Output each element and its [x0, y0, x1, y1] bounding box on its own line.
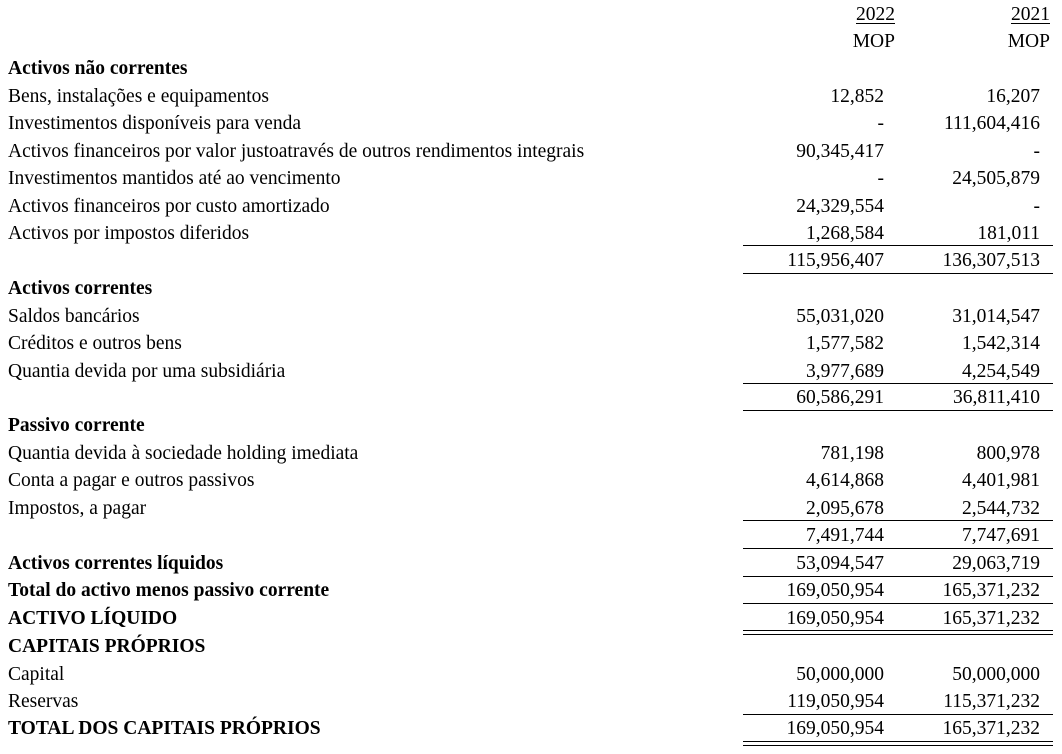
year-2021-label: 2021	[1011, 4, 1050, 25]
value-2021: 165,371,232	[942, 718, 1040, 739]
subtotal-2022: 7,491,744	[806, 525, 884, 546]
net-current-assets-row	[0, 550, 1062, 578]
net-assets-row	[0, 605, 1062, 633]
value-2022: 781,198	[820, 442, 884, 464]
divider	[743, 410, 1053, 411]
value-2021: 2,544,732	[962, 497, 1040, 519]
section-title: CAPITAIS PRÓPRIOS	[8, 636, 206, 657]
value-2022: 53,094,547	[796, 553, 884, 574]
value-2021: 16,207	[986, 85, 1040, 107]
table-row	[0, 138, 1062, 166]
table-row	[0, 83, 1062, 111]
table-row	[0, 358, 1062, 386]
value-2022: 1,577,582	[806, 333, 884, 354]
divider	[743, 273, 1053, 274]
value-2022: -	[877, 168, 884, 189]
currency-2022: MOP	[852, 31, 895, 52]
value-2022: 169,050,954	[786, 608, 884, 629]
value-2021: 4,401,981	[962, 470, 1040, 491]
value-2021: 29,063,719	[952, 553, 1040, 574]
value-2022: 90,345,417	[796, 140, 884, 162]
column-header-2021	[850, 1, 1050, 28]
subtotal-2021: 136,307,513	[942, 250, 1040, 271]
divider	[743, 520, 1053, 521]
section-title-current-assets	[0, 275, 1062, 303]
table-row	[0, 330, 1062, 358]
value-2021: 800,978	[976, 442, 1040, 464]
row-label: Total do activo menos passivo corrente	[8, 580, 330, 601]
year-2022-label: 2022	[856, 4, 895, 25]
row-label: Quantia devida à sociedade holding imediata	[8, 442, 359, 464]
section-title: Activos correntes	[8, 278, 153, 299]
table-row	[0, 467, 1062, 495]
row-label: Quantia devida por uma subsidiária	[8, 360, 286, 382]
row-label: Reservas	[8, 691, 79, 712]
double-divider	[743, 741, 1053, 746]
section-title-equity	[0, 633, 1062, 661]
value-2022: 24,329,554	[796, 195, 884, 217]
section-title: Activos não correntes	[8, 58, 188, 79]
value-2022: 2,095,678	[806, 497, 884, 519]
value-2021: 165,371,232	[942, 608, 1040, 629]
subtotal-2021: 36,811,410	[952, 387, 1040, 408]
value-2021: 50,000,000	[952, 663, 1040, 685]
subtotal-row-current-liabilities	[0, 522, 1062, 550]
row-label: ACTIVO LÍQUIDO	[8, 608, 178, 629]
value-2022: 4,614,868	[806, 470, 884, 491]
currency-2021: MOP	[1007, 31, 1050, 52]
value-2021: 165,371,232	[942, 580, 1040, 601]
value-2022: 169,050,954	[786, 718, 884, 739]
value-2021: 4,254,549	[962, 360, 1040, 382]
value-2021: 181,011	[977, 223, 1040, 244]
value-2022: 169,050,954	[786, 580, 884, 601]
table-row	[0, 661, 1062, 689]
value-2022: -	[877, 113, 884, 134]
value-2022: 55,031,020	[796, 305, 884, 327]
value-2022: 50,000,000	[796, 663, 884, 685]
row-label: Capital	[8, 663, 65, 685]
section-title: Passivo corrente	[8, 415, 145, 436]
row-label: Investimentos disponíveis para venda	[8, 113, 301, 134]
value-2022: 1,268,584	[806, 223, 884, 244]
divider	[743, 245, 1053, 246]
table-row	[0, 193, 1062, 221]
table-row	[0, 110, 1062, 138]
table-row	[0, 303, 1062, 331]
total-assets-less-current-liabilities-row	[0, 577, 1062, 605]
total-equity-row	[0, 715, 1062, 743]
value-2022: 12,852	[830, 85, 884, 107]
row-label: Conta a pagar e outros passivos	[8, 470, 255, 491]
subtotal-row-non-current-assets	[0, 247, 1062, 275]
value-2022: 119,050,954	[787, 691, 884, 712]
table-row	[0, 220, 1062, 248]
value-2021: 31,014,547	[952, 305, 1040, 327]
value-2021: 1,542,314	[962, 333, 1040, 354]
subtotal-2021: 7,747,691	[962, 525, 1040, 546]
row-label: Activos financeiros por valor justoatravés de outros rendimentos integrais	[8, 140, 585, 162]
row-label: Créditos e outros bens	[8, 333, 182, 354]
row-label: Activos correntes líquidos	[8, 553, 224, 574]
row-label: Impostos, a pagar	[8, 497, 147, 519]
table-row	[0, 440, 1062, 468]
section-title-non-current-assets	[0, 55, 1062, 83]
subtotal-2022: 60,586,291	[796, 387, 884, 408]
value-2021: 111,604,416	[943, 113, 1040, 134]
value-2021: 115,371,232	[943, 691, 1040, 712]
row-label: Activos por impostos diferidos	[8, 223, 250, 244]
row-label: Activos financeiros por custo amortizado	[8, 195, 330, 217]
row-label: Saldos bancários	[8, 305, 140, 327]
subtotal-2022: 115,956,407	[787, 250, 884, 271]
row-label: Investimentos mantidos até ao vencimento	[8, 168, 341, 189]
table-row	[0, 495, 1062, 523]
row-label: TOTAL DOS CAPITAIS PRÓPRIOS	[8, 718, 321, 739]
value-2022: 3,977,689	[806, 360, 884, 382]
section-title-current-liabilities	[0, 412, 1062, 440]
row-label: Bens, instalações e equipamentos	[8, 85, 270, 107]
value-2021: -	[1033, 140, 1040, 162]
table-row	[0, 165, 1062, 193]
divider	[743, 548, 1053, 549]
table-row	[0, 688, 1062, 716]
value-2021: -	[1033, 195, 1040, 217]
divider	[743, 603, 1053, 604]
value-2021: 24,505,879	[952, 168, 1040, 189]
subtotal-row-current-assets	[0, 384, 1062, 412]
